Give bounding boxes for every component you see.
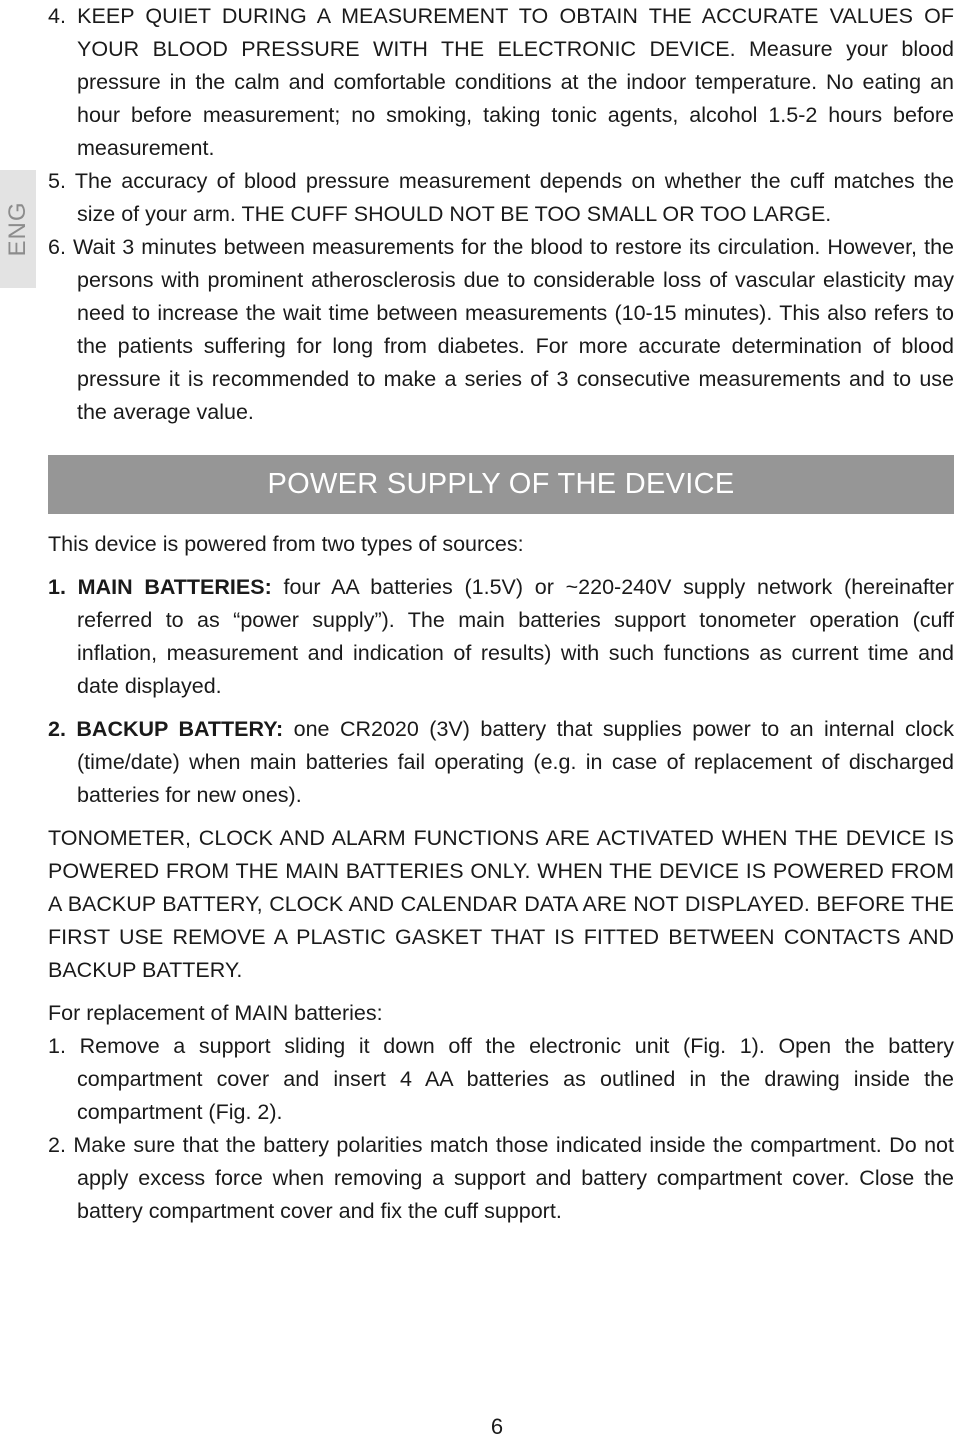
instruction-item-4 bbox=[48, 0, 954, 165]
caps-warning-note: TONOMETER, CLOCK AND ALARM FUNCTIONS ARE ACTIVATED WHEN THE DEVICE IS POWERED FROM THE MAIN BATTERIES ONLY. WHEN THE DEVICE IS POWERED FROM A BACKUP BATTERY, CLOCK AND CALENDAR DATA ARE NOT DISPLAYED. BEFORE THE FIRST USE REMOVE A PLASTIC GASKET THAT IS FITTED BETWEEN CONTACTS AND BACKUP BATTERY. bbox=[48, 826, 954, 982]
item-number: 6. bbox=[48, 235, 66, 259]
step-text: Make sure that the battery polarities match those indicated inside the compartment. Do not apply excess force when removing a support and battery compartment cover. Close the battery compartment cover and fix the cuff support. bbox=[73, 1133, 954, 1223]
item-number: 4. bbox=[48, 4, 66, 28]
instruction-item-6 bbox=[48, 231, 954, 429]
step-number: 1. bbox=[48, 1034, 66, 1058]
section-title: POWER SUPPLY OF THE DEVICE bbox=[267, 468, 735, 500]
intro-text: This device is powered from two types of sources: bbox=[48, 532, 524, 556]
step-number: 2. bbox=[48, 1133, 66, 1157]
source-backup-battery bbox=[48, 713, 954, 812]
language-label: ENG bbox=[4, 201, 31, 257]
source-main-batteries bbox=[48, 571, 954, 703]
replacement-step-1 bbox=[48, 1030, 954, 1129]
instruction-item-5 bbox=[48, 165, 954, 231]
section-heading-band bbox=[48, 455, 954, 514]
replacement-step-2 bbox=[48, 1129, 954, 1228]
item-text: The accuracy of blood pressure measurement depends on whether the cuff matches the size of your arm. THE CUFF SHOULD NOT BE TOO SMALL OR TOO LARGE. bbox=[74, 169, 954, 226]
source-number: 1. bbox=[48, 575, 66, 599]
page-number: 6 bbox=[490, 1414, 504, 1439]
source-number: 2. bbox=[48, 717, 66, 741]
source-label: MAIN BATTERIES: bbox=[77, 575, 272, 599]
replacement-heading: For replacement of MAIN batteries: bbox=[48, 1001, 383, 1025]
source-label: BACKUP BATTERY: bbox=[76, 717, 284, 741]
source-text: four AA batteries (1.5V) or ~220-240V supply network (hereinafter referred to as “power supply”). The main batteries support tonometer operation (cuff inflation, measurement and indication of results) with such functions as current time and date displayed. bbox=[77, 575, 954, 698]
power-supply-section bbox=[48, 528, 954, 1228]
item-text: Wait 3 minutes between measurements for the blood to restore its circulation. However, the persons with prominent atherosclerosis due to considerable loss of vascular elasticity may need to increase the wait time between measurements (10-15 minutes). This also refers to the patients suffering for long from diabetes. For more accurate determination of blood pressure it is recommended to make a series of 3 consecutive measurements and to use the average value. bbox=[73, 235, 954, 424]
source-text: one CR2020 (3V) battery that supplies power to an internal clock (time/date) when main batteries fail operating (e.g. in case of replacement of discharged batteries for new ones). bbox=[77, 717, 954, 807]
item-text: KEEP QUIET DURING A MEASUREMENT TO OBTAIN THE ACCURATE VALUES OF YOUR BLOOD PRESSURE WITH THE ELECTRONIC DEVICE. Measure your blood pressure in the calm and comfortable conditions at the indoor temperature. No eating an hour before measurement; no smoking, taking tonic agents, alcohol 1.5-2 hours before measurement. bbox=[77, 4, 954, 160]
top-section bbox=[48, 0, 954, 429]
step-text: Remove a support sliding it down off the electronic unit (Fig. 1). Open the battery compartment cover and insert 4 AA batteries as outlined in the drawing inside the compartment (Fig. 2). bbox=[77, 1034, 954, 1124]
language-tab bbox=[0, 170, 36, 288]
item-number: 5. bbox=[48, 169, 66, 193]
